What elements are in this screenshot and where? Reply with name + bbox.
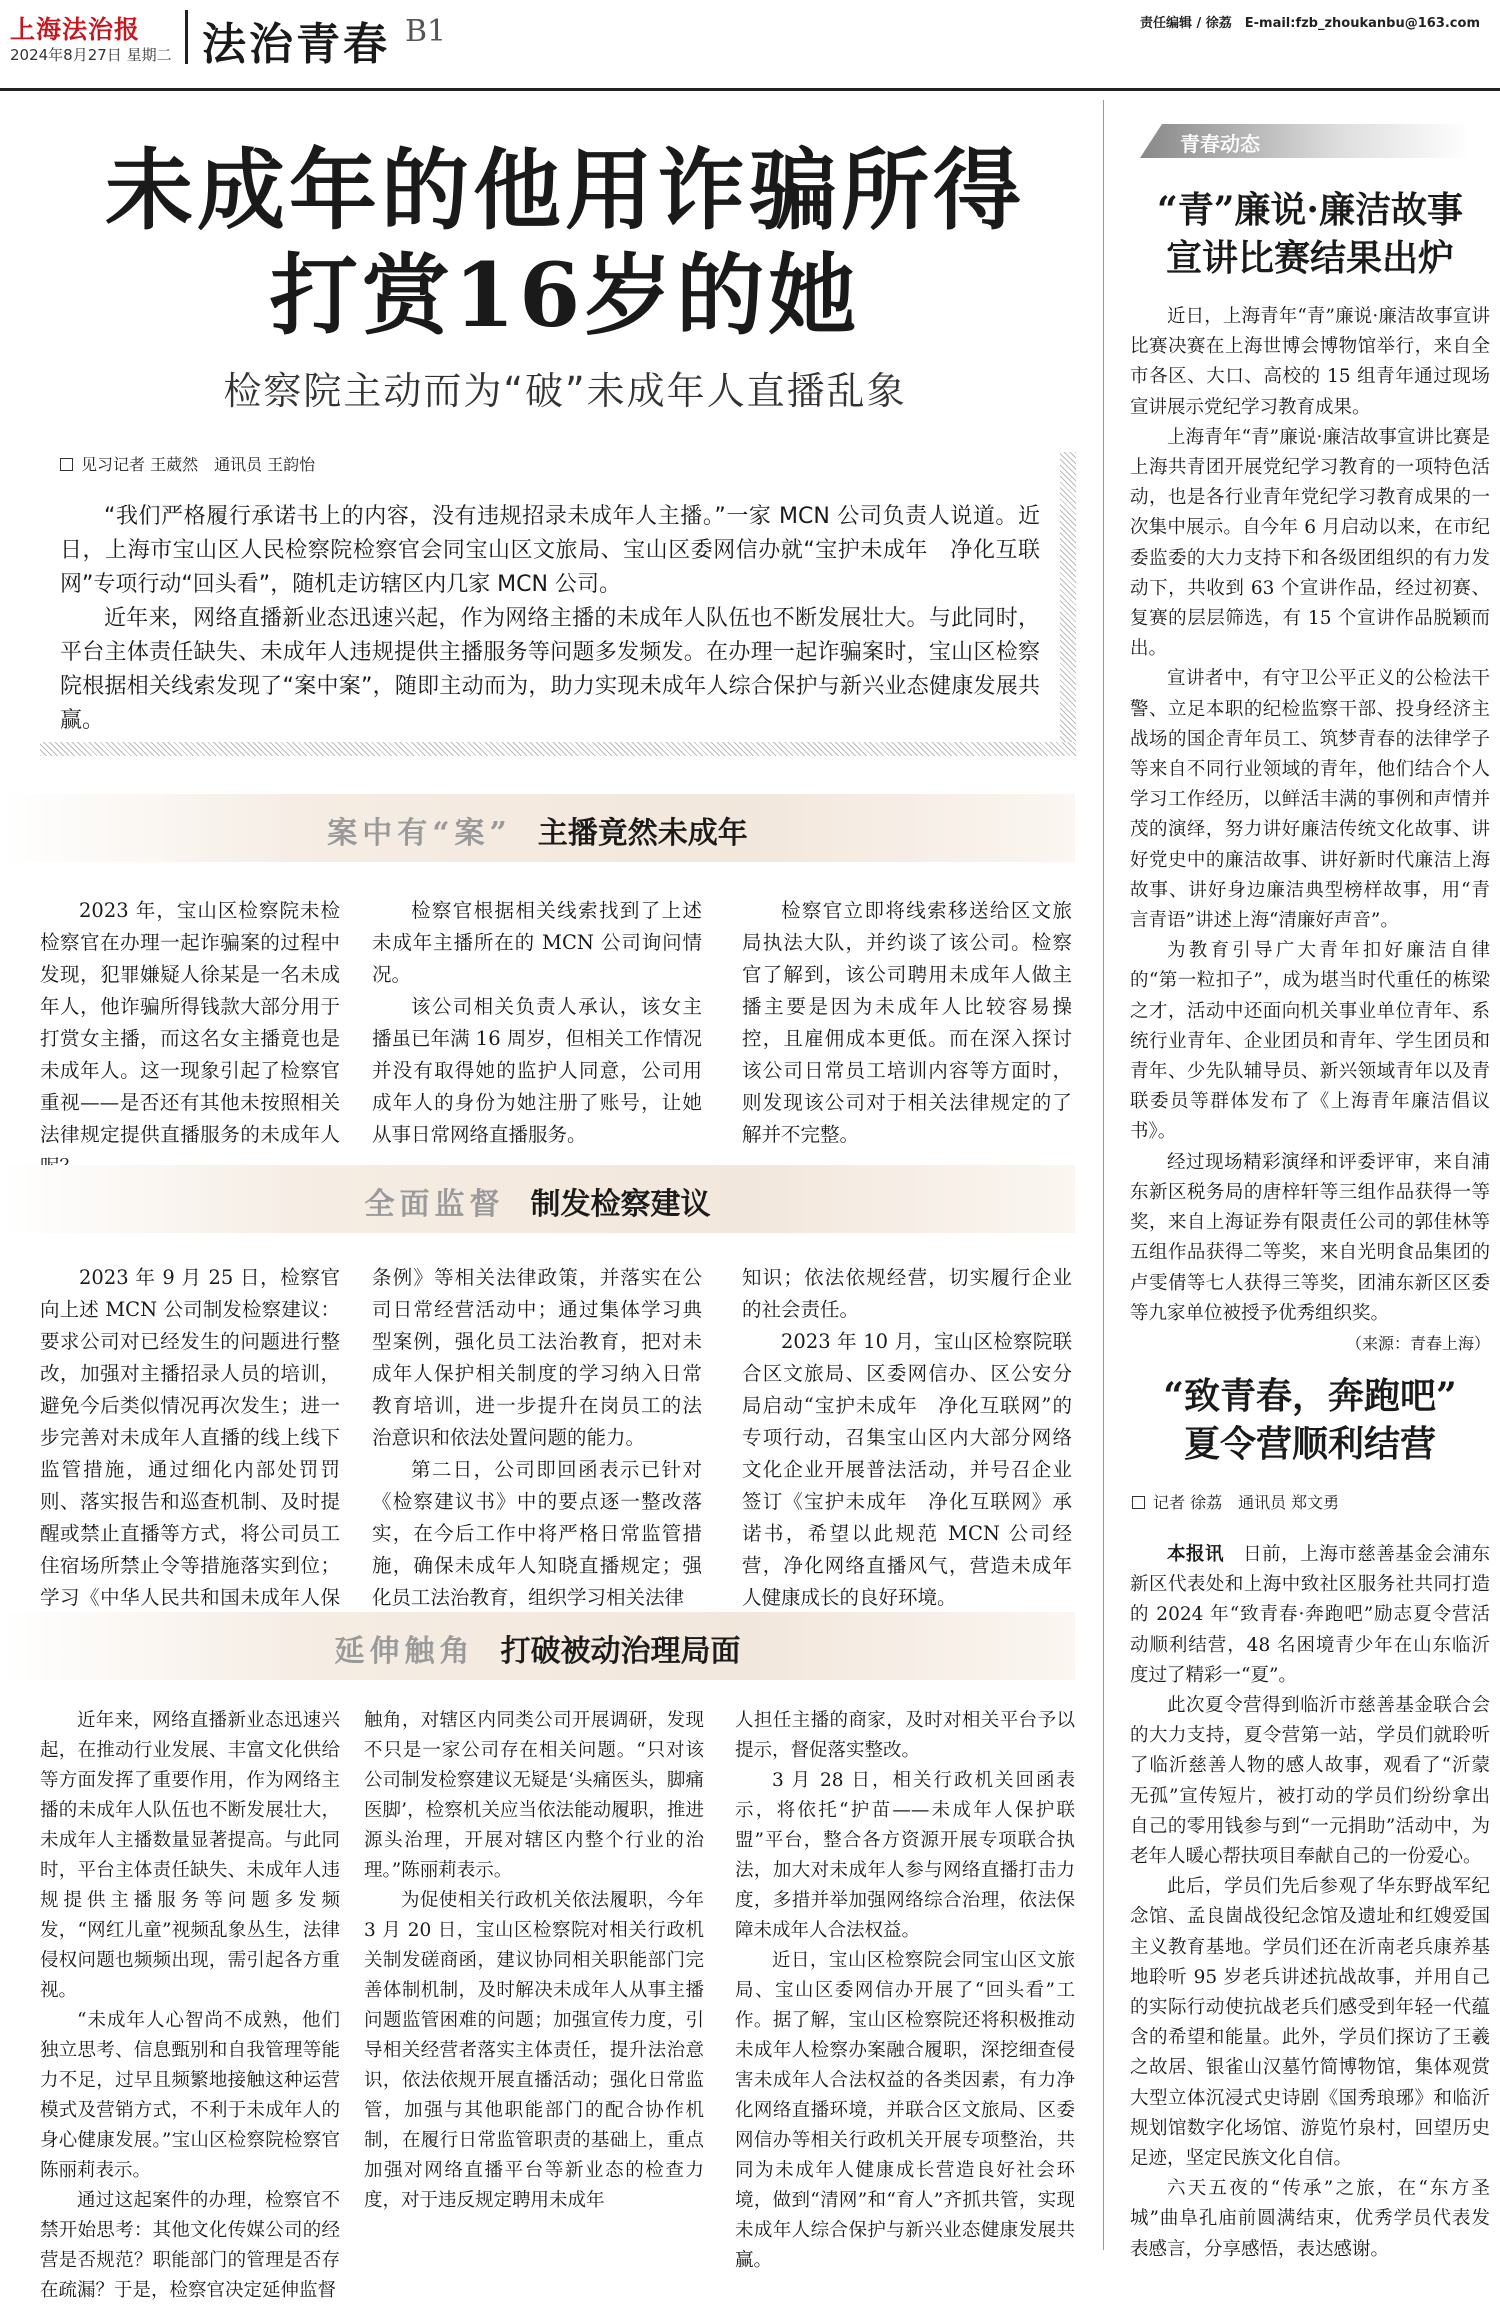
paragraph: 上海青年“青”廉说·廉洁故事宣讲比赛是上海共青团开展党纪学习教育的一项特色活动，也是各行业青年党纪学习教育成果的一次集中展示。自今年 6 月启动以来，在市纪委监委的大力支持下和各级团组织的有力发动下，共收到 63 个宣讲作品，经过初赛、复赛的层层筛选，有 15 个宣讲作品脱颖而出。 (1130, 426, 1490, 660)
paragraph: 近日，宝山区检察院会同宝山区文旅局、宝山区委网信办开展了“回头看”工作。据了解，宝山区检察院还将积极推动未成年人检察办案融合履职，深挖细查侵害未成年人合法权益的各类因素，有力净化网络直播环境，并联合区文旅局、区委网信办等相关行政机关开展专项整治，共同为未成年人健康成长营造良好社会环境，做到“清网”和“育人”齐抓共管，实现未成年人综合保护与新兴业态健康发展共赢。 (735, 1950, 1075, 2271)
paragraph: 知识；依法依规经营，切实履行企业的社会责任。 (742, 1266, 1072, 1321)
paragraph: “未成年人心智尚不成熟，他们独立思考、信息甄别和自我管理等能力不足，过早且频繁地接触这种运营模式及营销方式，不利于未成年人的身心健康发展。”宝山区检察院检察官陈丽莉表示。 (40, 2010, 340, 2181)
paragraph: 检察官立即将线索移送给区文旅局执法大队，并约谈了该公司。检察官了解到，该公司聘用未成年人做主播主要是因为未成年人比较容易操控，且雇佣成本更低。而在深入探讨该公司日常员工培训内容等方面时，则发现该公司对于相关法律规定的了解并不完整。 (742, 899, 1072, 1146)
lead-paragraph: “我们严格履行承诺书上的内容，没有违规招录未成年人主播。”一家 MCN 公司负责人说道。近日，上海市宝山区人民检察院检察官会同宝山区文旅局、宝山区委网信办就“宝护未成年 净化互联网”专项行动“回头看”，随机走访辖区内几家 MCN 公司。 (60, 504, 1040, 597)
paragraph: 六天五夜的“传承”之旅，在“东方圣城”曲阜孔庙前圆满结束，优秀学员代表发表感言，分享感悟，表达感谢。 (1130, 2178, 1490, 2260)
article-column (742, 895, 1072, 1151)
byline-text: 记者 徐荔 通讯员 郑文勇 (1153, 1493, 1340, 1512)
sidebar-story1-title (1130, 186, 1490, 282)
paragraph: 3 月 28 日，相关行政机关回函表示，将依托“护苗——未成年人保护联盟”平台，整合各方资源开展专项联合执法，加大对未成年人参与网络直播打击力度，多措并举加强网络综合治理，依法保障未成年人合法权益。 (735, 1770, 1075, 1941)
paragraph (1130, 1148, 1490, 1353)
editor-info: 责任编辑 / 徐荔 E-mail:fzb_zhoukanbu@163.com (1139, 16, 1480, 31)
section-label: 案中有“案” (327, 816, 512, 851)
paragraph: 2023 年 9 月 25 日，检察官向上述 MCN 公司制发检察建议：要求公司对已经发生的问题进行整改，加强对主播招录人员的培训，避免今后类似情况再次发生；进一步完善对未成年人直播的线上线下监管措施，通过细化内部处罚罚则、落实报告和巡查机制、及时提醒或禁止直播等方式，将公司员工住宿场所禁止令等措施落实到位；学习《中华人民共和国未成年人保 (40, 1266, 340, 1609)
article-column (372, 895, 702, 1151)
section-heading: 制发检察建议 (530, 1187, 711, 1222)
lead-paragraph: 近年来，网络直播新业态迅速兴起，作为网络主播的未成年人队伍也不断发展壮大。与此同时，平台主体责任缺失、未成年人违规提供主播服务等问题多发频发。在办理一起诈骗案时，宝山区检察院根据相关线索发现了“案中案”，随即主动而为，助力实现未成年人综合保护与新兴业态健康发展共赢。 (60, 606, 1040, 733)
paragraph-text: 日前，上海市慈善基金会浦东新区代表处和上海中致社区服务社共同打造的 2024 年“致青春·奔跑吧”励志夏令营活动顺利结营，48 名困境青少年在山东临沂度过了精彩一“夏”。 (1130, 1544, 1490, 1686)
paragraph: 近年来，网络直播新业态迅速兴起，在推动行业发展、丰富文化供给等方面发挥了重要作用，作为网络主播的未成年人队伍也不断发展壮大，未成年人主播数量显著提高。与此同时，平台主体责任缺失、未成年人违规提供主播服务等问题多发频发，“网红儿童”视频乱象丛生，法律侵权问题也频频出现，需引起各方重视。 (40, 1710, 340, 2001)
paragraph: 人担任主播的商家，及时对相关平台予以提示，督促落实整改。 (735, 1710, 1075, 1761)
title-line: “致青春，奔跑吧” (1163, 1375, 1457, 1417)
main-byline (60, 452, 315, 475)
section-heading: 主播竟然未成年 (537, 816, 748, 851)
paragraph: 近日，上海青年“青”廉说·廉洁故事宣讲比赛决赛在上海世博会博物馆举行，来自全市各区、大口、高校的 15 组青年通过现场宣讲展示党纪学习教育成果。 (1130, 306, 1490, 418)
source-credit: （来源：青春上海） (1345, 1333, 1490, 1353)
top-rule (0, 88, 1500, 91)
section-title (0, 1179, 1075, 1223)
title-line: 宣讲比赛结果出炉 (1165, 237, 1454, 279)
page-number: B1 (405, 14, 447, 49)
paragraph: 为促使相关行政机关依法履职，今年 3 月 20 日，宝山区检察院对相关行政机关制发磋商函，建议协同相关职能部门完善体制机制，及时解决未成年人从事主播问题监管困难的问题；加强宣传力度，引导相关经营者落实主体责任，提升法治意识，依法依规开展直播活动；强化日常监管，加强与其他职能部门的配合协作机制，在履行日常监管职责的基础上，重点加强对网络直播平台等新业态的检查力度，对于违反规定聘用未成年 (364, 1890, 704, 2211)
article-column (742, 1262, 1072, 1614)
paragraph: 该公司相关负责人承认，该女主播虽已年满 16 周岁，但相关工作情况并没有取得她的监护人同意，公司用成年人的身份为她注册了账号，让她从事日常网络直播服务。 (372, 995, 702, 1146)
section-heading: 打破被动治理局面 (500, 1634, 741, 1669)
paragraph (1130, 1540, 1490, 1691)
article-column (40, 1262, 340, 1646)
sidebar-story2-body (1130, 1540, 1490, 2265)
headline-line1: 未成年的他用诈骗所得 (104, 138, 1025, 242)
paragraph: 此后，学员们先后参观了华东野战军纪念馆、孟良崮战役纪念馆及遗址和红嫂爱国主义教育基地。学员们还在沂南老兵康养基地聆听 95 岁老兵讲述抗战故事，并用自己的实际行动使抗战老兵们感受到年轻一代蕴含的希望和能量。此外，学员们探访了王羲之故居、银雀山汉墓竹简博物馆，集体观赏大型立体沉浸式史诗剧《国秀琅琊》和临沂规划馆数字化场馆、游览竹泉村，回望历史足迹，坚定民族文化自信。 (1130, 1876, 1490, 2170)
lead-box-shadow (40, 742, 1076, 756)
column-rule (1103, 100, 1104, 2250)
sidebar-tag-notch (1140, 124, 1162, 158)
title-line: “青”廉说·廉洁故事 (1157, 189, 1463, 231)
paragraph: 第二日，公司即回函表示已针对《检察建议书》中的要点逐一整改落实，在今后工作中将严格日常监管措施，确保未成年人知晓直播规定；强化员工法治教育，组织学习相关法律 (372, 1458, 702, 1609)
article-column (40, 895, 340, 1183)
section-label: 全面监督 (364, 1187, 505, 1222)
paragraph: 2023 年，宝山区检察院未检检察官在办理一起诈骗案的过程中发现，犯罪嫌疑人徐某是一名未成年人，他诈骗所得钱款大部分用于打赏女主播，而这名女主播竟也是未成年人。这一现象引起了检察官重视——是否还有其他未按照相关法律规定提供直播服务的未成年人 (40, 899, 340, 1146)
sidebar-byline (1132, 1490, 1339, 1513)
section-title (0, 1626, 1075, 1670)
issue-date: 2024年8月27日 星期二 (10, 46, 172, 64)
title-line: 夏令营顺利结营 (1183, 1423, 1436, 1465)
paragraph: 条例》等相关法律政策，并落实在公司日常经营活动中；通过集体学习典型案例，强化员工法治教育，把对未成年人保护相关制度的学习纳入日常教育培训，进一步提升在岗员工的法治意识和依法处置问题的能力。 (372, 1266, 702, 1449)
subheadline: 检察院主动而为“破”未成年人直播乱象 (223, 369, 907, 413)
headline-line2: 打赏16岁的她 (269, 243, 861, 347)
lead-label: 本报讯 (1167, 1544, 1225, 1565)
paragraph: 2023 年 10 月，宝山区检察院联合区文旅局、区委网信办、区公安分局启动“宝护未成年 净化互联网”的专项行动，召集宝山区内大部分网络文化企业开展普法活动，并号召企业签订《宝护未成年 净化互联网》承诺书，希望以此规范 MCN 公司经营，净化网络直播风气，营造未成年人健康成长的良好环境。 (742, 1330, 1072, 1609)
article-column (735, 1706, 1075, 2276)
paragraph: 触角，对辖区内同类公司开展调研，发现不只是一家公司存在相关问题。“只对该公司制发检察建议无疑是‘头痛医头，脚痛医脚’，检察机关应当依法能动履职，推进源头治理，开展对辖区内整个行业的治理。”陈丽莉表示。 (364, 1710, 704, 1881)
paragraph: 通过这起案件的办理，检察官不禁开始思考：其他文化传媒公司的经营是否规范？职能部门的管理是否存在疏漏？于是，检察官决定延伸监督 (40, 2190, 340, 2301)
sidebar-tag: 青春动态 (1180, 132, 1260, 156)
byline-square-icon (1132, 1496, 1145, 1509)
section-name: 法治青春 (202, 19, 390, 70)
paragraph: 宣讲者中，有守卫公平正义的公检法干警、立足本职的纪检监察干部、投身经济主战场的国企青年员工、筑梦青春的法律学子等来自不同行业领域的青年，他们结合个人学习工作经历，以鲜活丰满的事例和声情并茂的演绎，努力讲好廉洁传统文化故事、讲好党史中的廉洁故事、讲好新时代廉洁上海故事、讲好身边廉洁典型榜样故事，用“青言青语”讲述上海“清廉好声音”。 (1130, 668, 1490, 932)
paragraph: 检察官根据相关线索找到了上述未成年主播所在的 MCN 公司询问情况。 (372, 899, 702, 986)
byline-square-icon (60, 458, 73, 471)
byline-text: 见习记者 王葳然 通讯员 王韵怡 (81, 455, 316, 474)
article-column (40, 1706, 340, 2306)
lead-paragraphs (60, 500, 1040, 738)
masthead-divider (185, 10, 188, 64)
lead-box-shadow (1060, 452, 1076, 754)
paragraph: 为教育引导广大青年扣好廉洁自律的“第一粒扣子”，成为堪当时代重任的栋梁之才，活动中还面向机关事业单位青年、系统行业青年、企业团员和青年、学生团员和青年、少先队辅导员、新兴领域青年以及青联委员等群体发布了《上海青年廉洁倡议书》。 (1130, 940, 1490, 1143)
article-column (364, 1706, 704, 2216)
sidebar-story2-title (1130, 1372, 1490, 1468)
article-column (372, 1262, 702, 1614)
section-title (0, 808, 1075, 852)
sidebar-story1-body (1130, 302, 1490, 1359)
paragraph-text: 经过现场精彩演绎和评委评审，来自浦东新区税务局的唐梓轩等三组作品获得一等奖，来自上海证券有限责任公司的郭佳林等五组作品获得二等奖，来自光明食品集团的卢雯倩等七人获得三等奖，团浦东新区区委等九家单位被授予优秀组织奖。 (1130, 1151, 1490, 1324)
paragraph: 此次夏令营得到临沂市慈善基金联合会的大力支持，夏令营第一站，学员们就聆听了临沂慈善人物的感人故事，观看了“沂蒙无孤”宣传短片，被打动的学员们纷纷拿出自己的零用钱参与到“一元捐助”活动中，为老年人暖心帮扶项目奉献自己的一份爱心。 (1130, 1695, 1490, 1868)
section-label: 延伸触角 (334, 1634, 475, 1669)
newspaper-logo: 上海法治报 (10, 15, 141, 44)
